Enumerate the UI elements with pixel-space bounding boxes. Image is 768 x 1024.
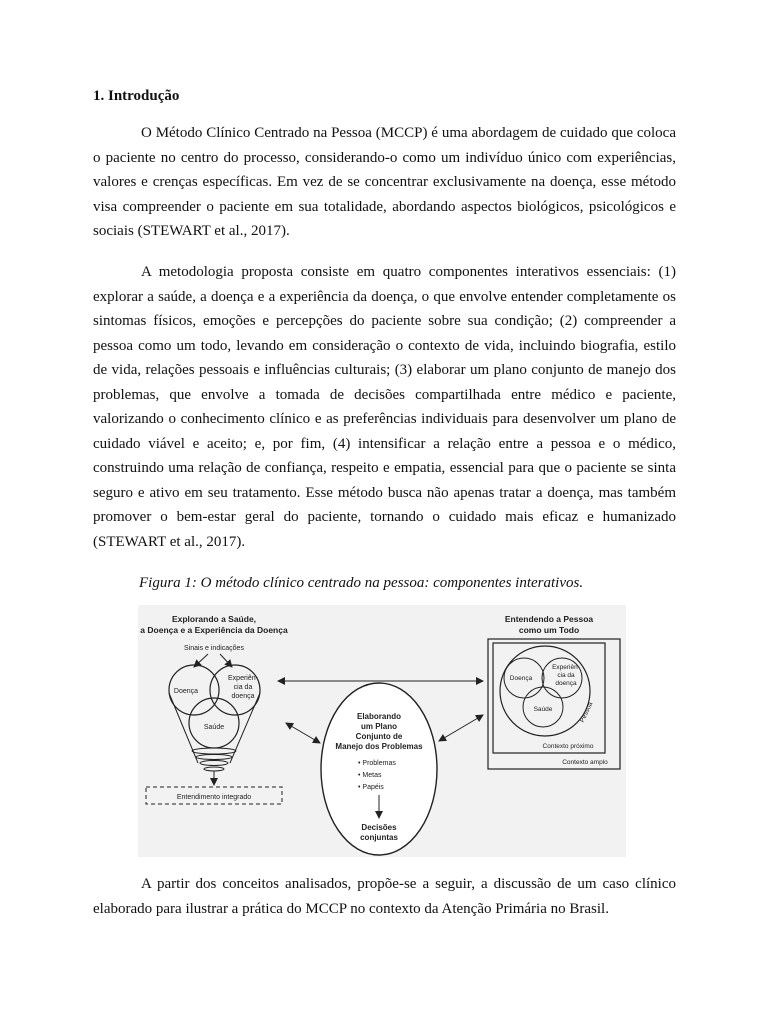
funnel-ring-1 <box>192 748 236 754</box>
saude-label: Saúde <box>203 724 225 731</box>
paragraph-2: A metodologia proposta consiste em quatro componentes interativos essenciais: (1) explorar a saúde, a doença e a experiência da doença, o que envolve entender completamente os sintomas físicos, emoções e percepções do paciente sobre sua condição; (2) compreender a pessoa como um todo, levando em consideração o contexto de vida, incluindo biografia, estilo de vida, relações pessoais e influências culturais; (3) elaborar um plano conjunto de manejo dos problemas, que envolve a tomada de decisões compartilhada entre médico e paciente, valorizando o conhecimento clínico e as preferências individuais para desenvolver um plano de cuidado viável e aceito; e, por fim, (4) intensificar a relação entre a pessoa e o médico, construindo uma relação de confiança, respeito e empatia, essencial para que o paciente se sinta seguro e ativo em seu tratamento. Esse método busca não apenas tratar a doença, mas também promover o bem-estar geral do paciente, tornando o cuidado mais eficaz e humanizado (STEWART et al., 2017). <box>93 264 676 550</box>
center-component <box>321 683 437 855</box>
center-title-1: Elaborando <box>356 712 402 721</box>
contexto-proximo-box <box>493 643 605 753</box>
bullet-problemas: • Problemas <box>358 760 396 767</box>
right-exp-label-3: doença <box>555 680 577 687</box>
contexto-proximo-label: Contexto próximo <box>542 743 594 750</box>
integrated-label: Entendimento integrado <box>176 794 252 801</box>
bullet-metas: • Metas <box>358 772 382 779</box>
decisions-label-1: Decisões <box>361 823 397 832</box>
experiencia-label-2: cia da <box>233 684 253 691</box>
left-component <box>140 614 288 804</box>
center-title-2: um Plano <box>360 722 398 731</box>
funnel-ring-3 <box>200 761 228 766</box>
funnel-ring-2 <box>196 755 232 760</box>
paragraph-3: A partir dos conceitos analisados, propõe-se a seguir, a discussão de um caso clínico elaborado para ilustrar a prática do MCCP no contexto da Atenção Primária no Brasil. <box>93 876 676 917</box>
figure-caption: Figura 1: O método clínico centrado na pessoa: componentes interativos. <box>139 575 584 591</box>
left-title-line-1: Explorando a Saúde, <box>171 614 257 624</box>
figure-1 <box>138 605 626 857</box>
arrow-left-center <box>286 723 320 743</box>
pessoa-label: Pessoa <box>578 701 595 724</box>
center-title-3: Conjunto de <box>355 732 403 741</box>
left-title-line-2: a Doença e a Experiência da Doença <box>140 625 288 635</box>
right-component <box>488 614 620 769</box>
decisions-label-2: conjuntas <box>360 833 398 842</box>
signs-label: Sinais e indicações <box>184 645 244 652</box>
paragraph-1: O Método Clínico Centrado na Pessoa (MCCP) é uma abordagem de cuidado que coloca o paciente no centro do processo, considerando-o como um indivíduo único com experiências, valores e crenças específicas. Em vez de se concentrar exclusivamente na doença, esse método visa compreender o paciente em sua totalidade, abordando aspectos biológicos, psicológicos e sociais (STEWART et al., 2017). <box>93 125 676 239</box>
pessoa-circle <box>500 646 590 736</box>
doenca-label: Doença <box>173 688 199 695</box>
right-title-line-2: como um Todo <box>518 625 580 635</box>
center-title-4: Manejo dos Problemas <box>335 742 423 751</box>
right-doenca-label: Doença <box>509 675 533 682</box>
right-saude-label: Saúde <box>533 706 553 713</box>
right-exp-label-2: cia da <box>557 672 575 679</box>
experiencia-label-1: Experiên- <box>228 675 258 682</box>
contexto-amplo-label: Contexto amplo <box>562 759 608 766</box>
funnel-ring-4 <box>204 767 224 771</box>
experiencia-label-3: doença <box>231 693 255 700</box>
right-exp-label-1: Experiên- <box>552 664 580 671</box>
right-title-line-1: Entendendo a Pessoa <box>504 614 594 624</box>
section-heading: 1. Introdução <box>93 88 180 104</box>
bullet-papeis: • Papéis <box>358 784 384 791</box>
arrow-right-center <box>439 715 483 741</box>
